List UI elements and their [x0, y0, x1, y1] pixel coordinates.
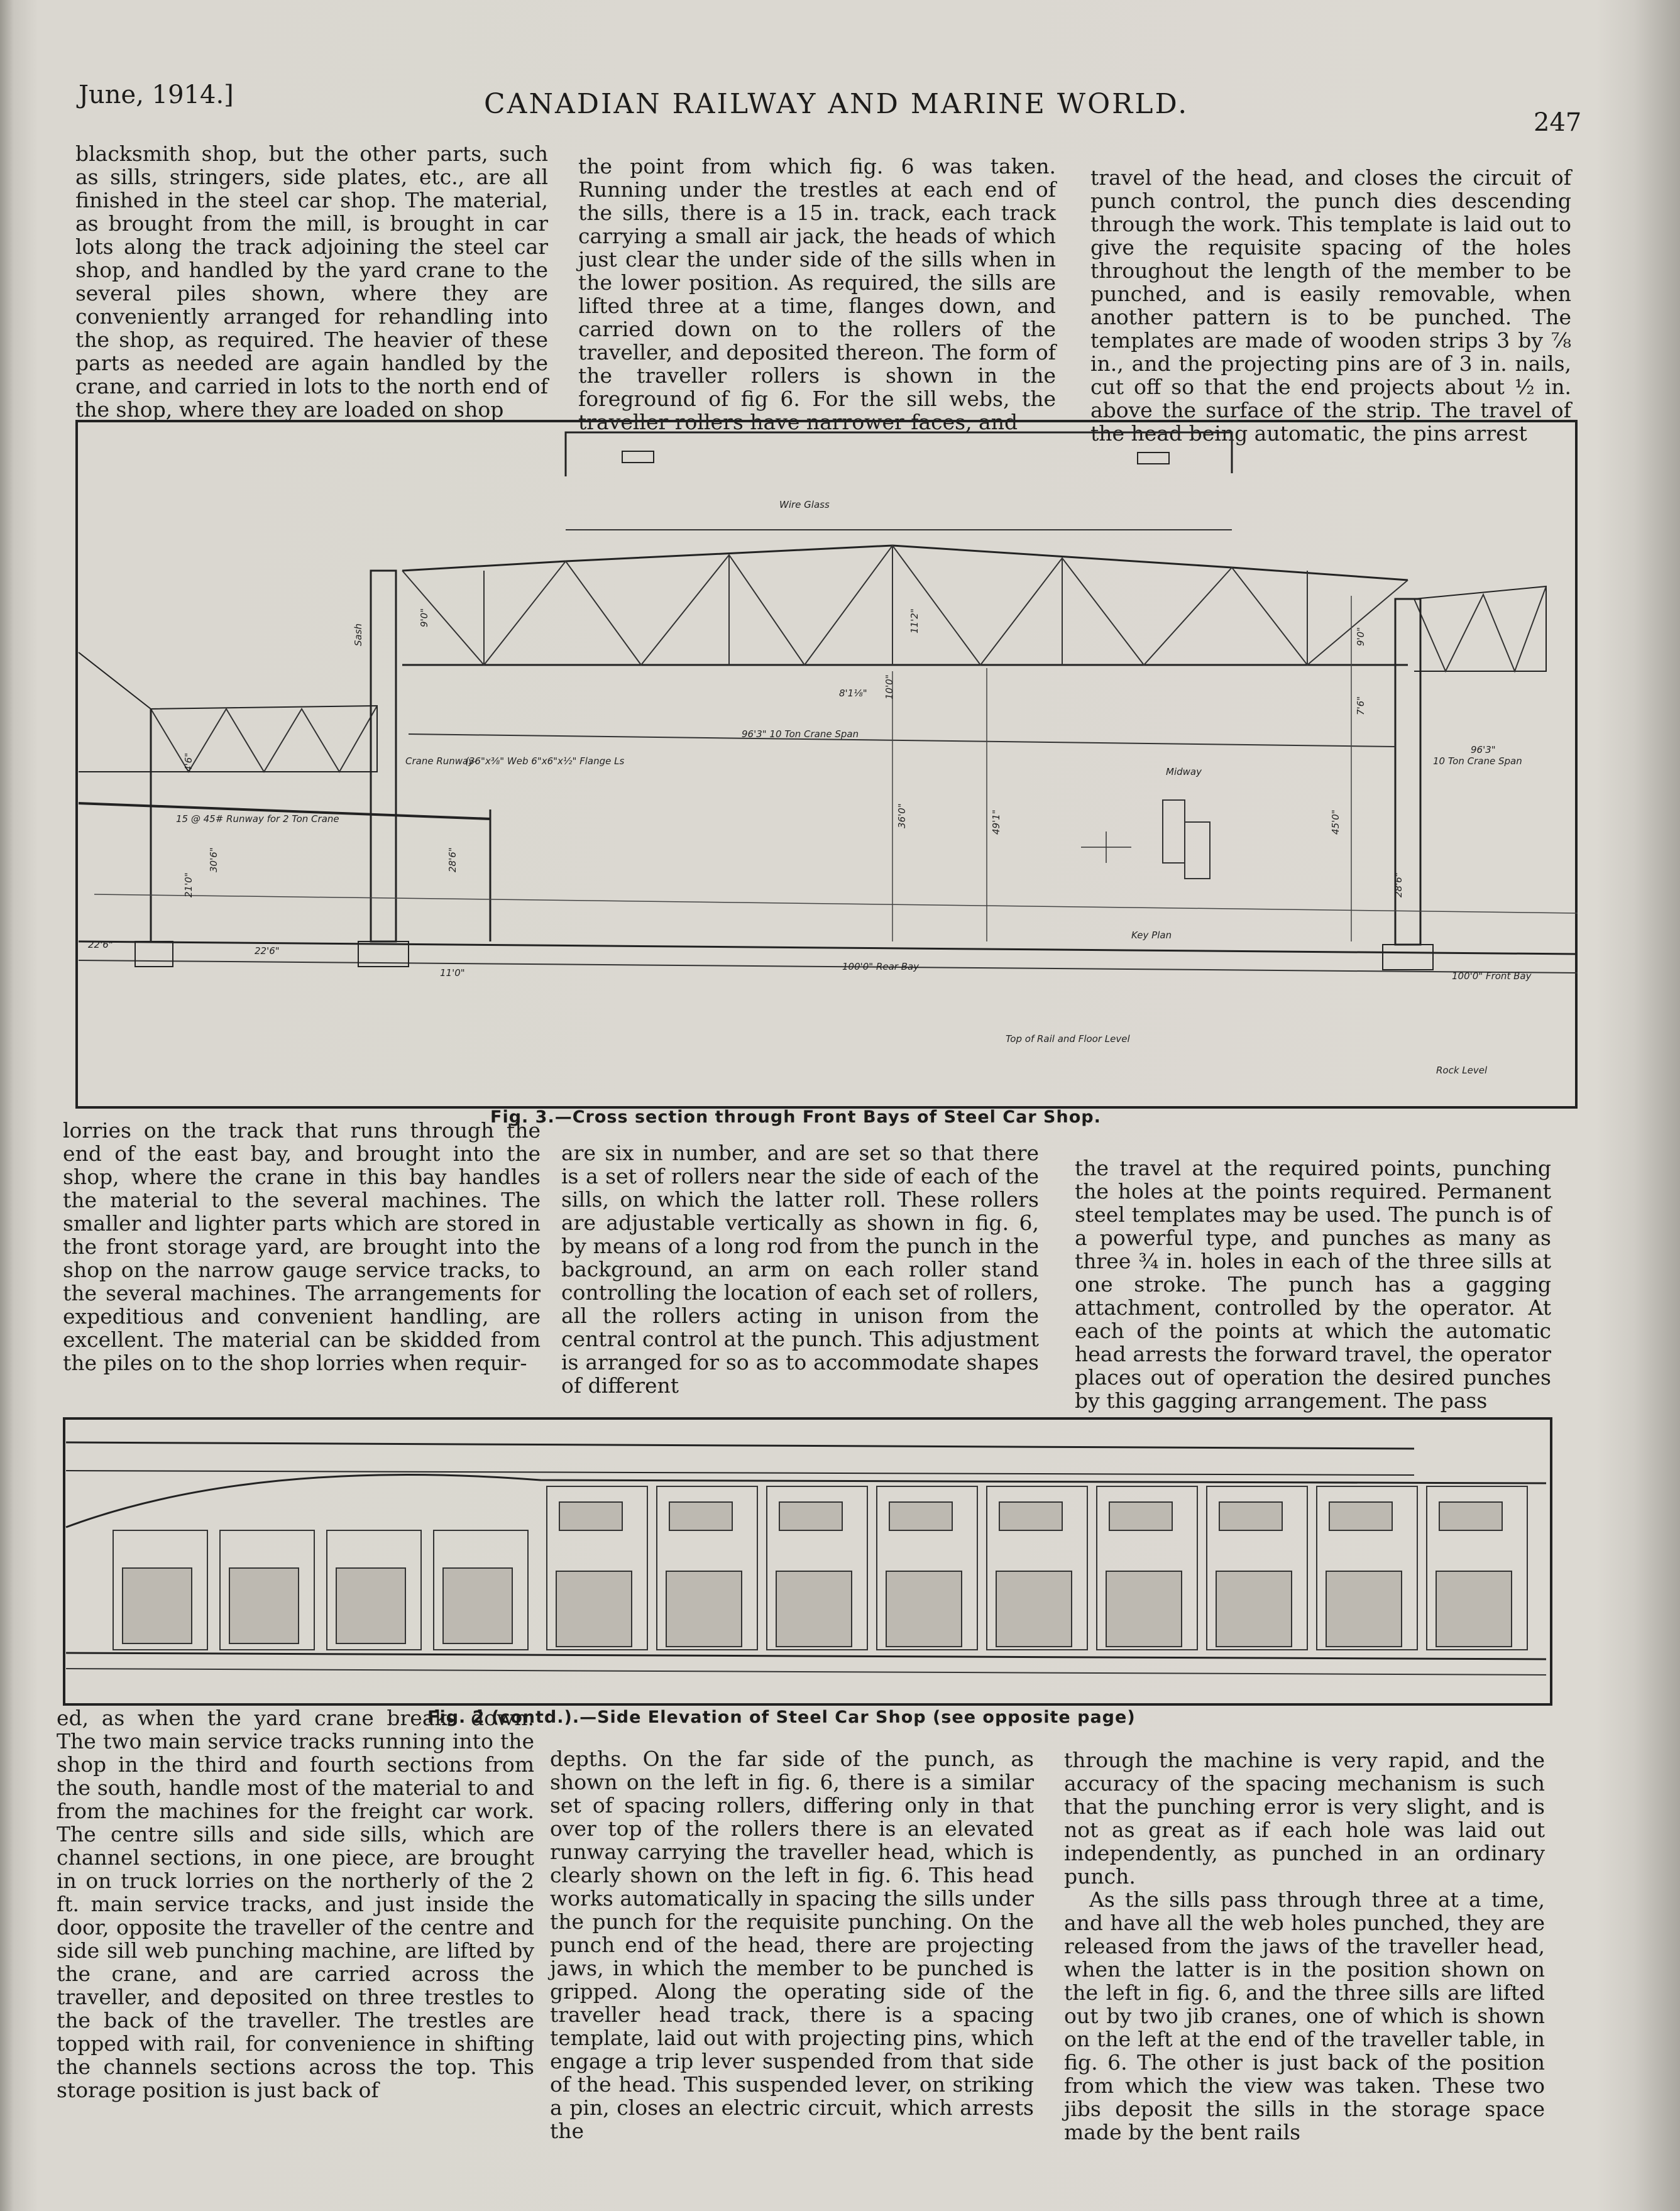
paragraph: lorries on the track that runs through the end of the east bay, and brought into the shop, where the crane in this bay handles the material to the several machines. The smaller and lighter parts which are stored in the front storage yard, are brought into the shop on the narrow gauge service tracks, to the several machines. The arrangements for expeditious and convenient handling, are excellent. The material can be skidded from the piles on to the shop lorries when requir- [63, 1118, 541, 1375]
paragraph: travel of the head, and closes the circuit of punch control, the punch dies descending through the work. This template is laid out to give the requisite spacing of the holes throughout the length of the member to be punched, and is easily removable, when another pattern is to be punched. The templates are made of wooden strips 3 by ⅞ in., and the projecting pins are of 3 in. nails, cut off so that the end projects about ½ in. above the surface of the strip. The travel of the head being automatic, the pins arrest [1090, 165, 1571, 446]
dim-11-0: 11'0" [440, 967, 465, 979]
page-number: 247 [1534, 108, 1582, 137]
dim-30-6: 30'6" [208, 847, 219, 872]
dim-28-6-a: 28'6" [447, 847, 458, 872]
figure-2-side-elevation-drawing [63, 1417, 1552, 1709]
dim-22-6-b: 22'6" [255, 945, 280, 957]
label-span-main: 96'3" 10 Ton Crane Span [742, 728, 859, 740]
column-3-middle [1075, 1156, 1551, 1413]
column-2-top [578, 154, 1056, 434]
figure-2-caption: Fig. 2 (contd.).—Side Elevation of Steel Car Shop (see opposite page) [427, 1708, 1136, 1727]
dim-28-6-b: 28'6" [1393, 872, 1404, 897]
dim-49-1: 49'1" [991, 809, 1002, 835]
label-rear-bay: 100'0" Rear Bay [842, 961, 920, 972]
label-rock-level: Rock Level [1436, 1065, 1488, 1076]
column-2-middle [561, 1141, 1039, 1398]
paragraph: depths. On the far side of the punch, as shown on the left in fig. 6, there is a similar set of spacing rollers, differing only in that over top of the rollers there is an elevated runway carrying the traveller head, which is clearly shown on the left in fig. 6. This head works automatically in spacing the sills under the punch for the requisite punching. On the punch end of the head, there are projecting jaws, in which the member to be punched is gripped. Along the operating side of the traveller head track, there is a spacing template, laid out with projecting pins, which engage a trip lever suspended from that side of the head. This suspended lever, on striking a pin, closes an electric circuit, which arrests the [550, 1747, 1034, 2143]
paragraph: As the sills pass through three at a time, and have all the web holes punched, they are released from the jaws of the traveller head, when the latter is in the position shown on the left in fig. 6, and the three sills are lifted out by two jib cranes, one of which is shown on the left at the end of the traveller table, in fig. 6. The other is just back of the position from which the view was taken. These two jibs deposit the sills in the storage space made by the bent rails [1064, 1887, 1545, 2144]
dim-9-0-b: 9'0" [1355, 627, 1366, 646]
dim-45-0: 45'0" [1330, 809, 1341, 835]
column-1-bottom [57, 1706, 534, 2146]
label-span-right-2: 10 Ton Crane Span [1433, 755, 1522, 767]
dim-22-6-a: 22'6" [88, 939, 113, 950]
issue-date: June, 1914.] [79, 80, 234, 109]
label-runway-2-ton: 15 @ 45# Runway for 2 Ton Crane [176, 813, 339, 825]
label-crane-runway: Crane Runway- [405, 755, 477, 767]
publication-title: CANADIAN RAILWAY AND MARINE WORLD. [484, 88, 1189, 120]
label-crane-runway-spec: (36"x⅜" Web 6"x6"x½" Flange Ls [465, 755, 625, 767]
paragraph: the point from which fig. 6 was taken. Running under the trestles at each end of the sills, there is a 15 in. track, each track carrying a small air jack, the heads of which just clear the under side of the sills when in the lower position. As required, the sills are lifted three at a time, flanges down, and carried down on to the rollers of the traveller, and deposited thereon. The form of the traveller rollers is shown in the foreground of fig 6. For the sill webs, the traveller rollers have narrower faces, and [578, 154, 1056, 434]
paragraph: blacksmith shop, but the other parts, such as sills, stringers, side plates, etc., are all finished in the steel car shop. The material, as brought from the mill, is brought in car lots along the track adjoining the steel car shop, and handled by the yard crane to the several piles shown, where they are conveniently arranged for rehandling into the shop, as required. The heavier of these parts as needed are again handled by the crane, and carried in lots to the north end of the shop, where they are loaded on shop [75, 141, 548, 422]
figure-3-caption: Fig. 3.—Cross section through Front Bays of Steel Car Shop. [490, 1107, 1101, 1127]
figure-3-cross-section-drawing [75, 420, 1578, 1117]
label-midway: Midway [1166, 766, 1202, 777]
label-span-right: 96'3" [1471, 744, 1496, 755]
label-rail-floor: Top of Rail and Floor Level [1006, 1033, 1130, 1045]
label-wire-glass: Wire Glass [779, 499, 830, 510]
column-1-middle [63, 1119, 541, 1383]
dim-11-2: 11'2" [909, 608, 920, 634]
dim-10-0: 10'0" [884, 674, 895, 700]
label-sash: Sash [353, 623, 364, 646]
column-3-top [1090, 165, 1571, 446]
column-2-bottom [550, 1747, 1034, 2149]
paragraph: ed, as when the yard crane breaks down. The two main service tracks running into the shop in the third and fourth sections from the south, handle most of the material to and from the machines for the freight car work. The centre sills and side sills, which are channel sections, in one piece, are brought in on truck lorries on the northerly of the 2 ft. main service tracks, and just inside the door, opposite the traveller of the centre and side sill web punching machine, are lifted by the crane, and are carried across the traveller, and deposited on three trestles to the back of the traveller. The trestles are topped with rail, for convenience in shifting the channels sections across the top. This storage position is just back of [57, 1706, 534, 2102]
paragraph: through the machine is very rapid, and the accuracy of the spacing mechanism is such that the punching error is very slight, and is not as great as if each hole was laid out independently, as punched in an ordinary punch. [1064, 1748, 1545, 1889]
dim-21-0: 21'0" [183, 872, 194, 897]
dim-4-6: 4'6" [183, 752, 194, 772]
dim-9-0-a: 9'0" [419, 608, 430, 627]
column-1-top [75, 141, 548, 422]
label-key-plan: Key Plan [1131, 930, 1172, 941]
paragraph: are six in number, and are set so that there is a set of rollers near the side of each of the sills, on which the latter roll. These rollers are adjustable vertically as shown in fig. 6, by means of a long rod from the punch in the background, an arm on each roller stand controlling the location of each set of rollers, all the rollers acting in unison from the central control at the punch. This adjustment is arranged for so as to accommodate shapes of different [561, 1141, 1039, 1398]
dim-36-0: 36'0" [896, 803, 908, 828]
label-front-bay: 100'0" Front Bay [1452, 970, 1532, 982]
paragraph: the travel at the required points, punching the holes at the points required. Permanent steel templates may be used. The punch is of a powerful type, and punches as many as three ¾ in. holes in each of the three sills at one stroke. The punch has a gagging attachment, controlled by the operator. At each of the points at which the automatic head arrests the forward travel, the operator places out of operation the desired punches by this gagging arrangement. The pass [1075, 1156, 1551, 1413]
dim-7-6: 7'6" [1355, 696, 1366, 715]
column-3-bottom [1064, 1748, 1545, 2151]
dim-8-1: 8'1⅛" [839, 688, 867, 699]
